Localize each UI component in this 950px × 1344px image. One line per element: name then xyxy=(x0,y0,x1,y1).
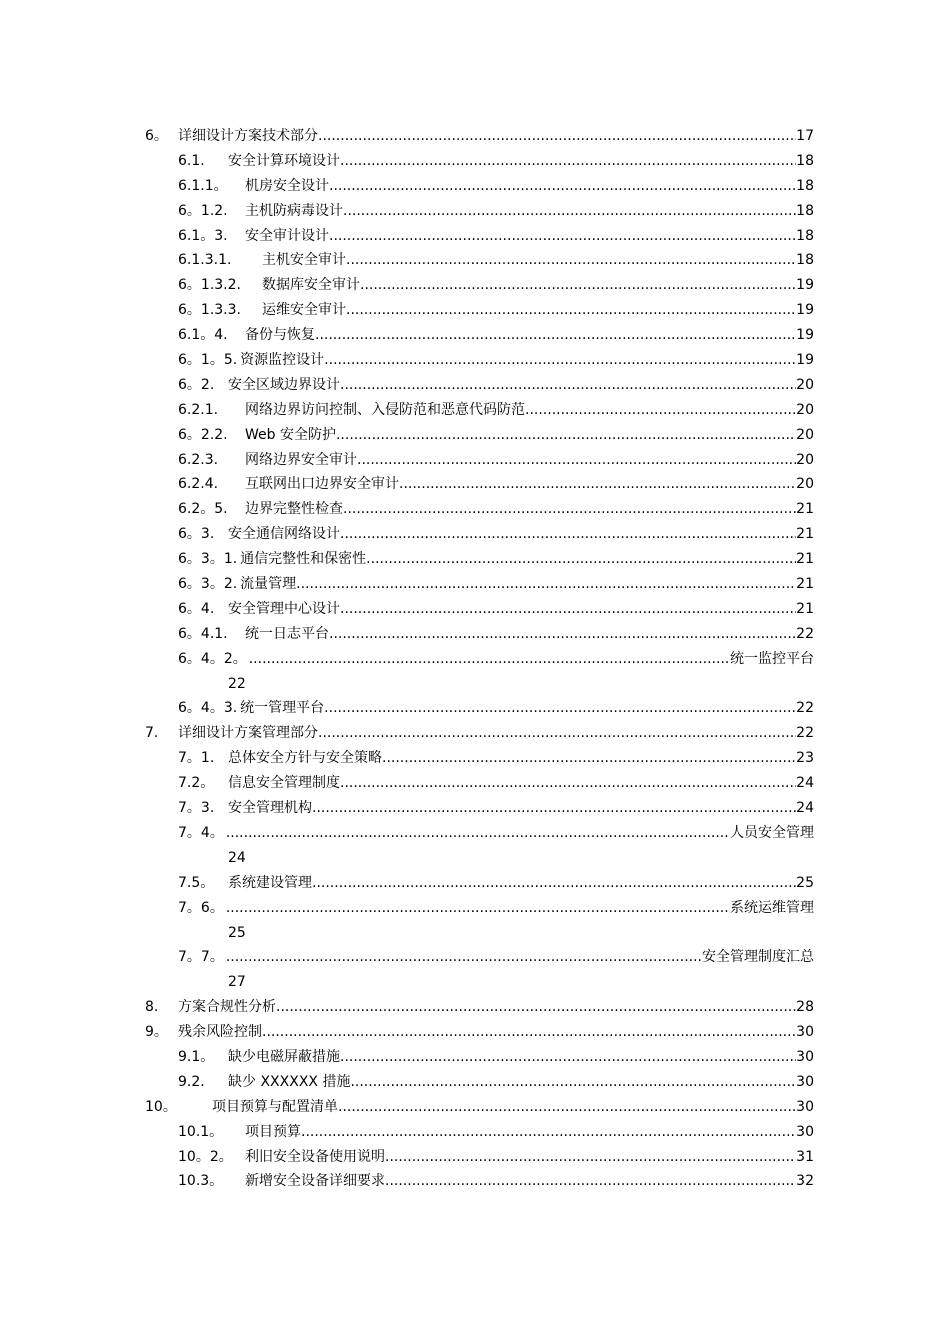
toc-entry-number: 6.2.4. xyxy=(178,476,219,493)
toc-entry[interactable] xyxy=(0,871,950,896)
toc-entry[interactable] xyxy=(0,597,950,622)
toc-entry[interactable] xyxy=(0,273,950,298)
toc-entry-line xyxy=(245,1120,814,1145)
toc-entry-title: Web 安全防护 xyxy=(245,426,336,443)
toc-entry-page: 21 xyxy=(796,551,814,568)
toc-entry-line xyxy=(178,721,814,746)
toc-entry-page: 30 xyxy=(796,1123,814,1140)
toc-entry[interactable] xyxy=(0,1169,950,1194)
toc-entry-page: 23 xyxy=(796,750,814,767)
toc-entry-line xyxy=(245,398,814,423)
toc-leader-dots xyxy=(340,373,796,398)
toc-entry-title: 安全管理机构 xyxy=(228,800,312,817)
toc-entry-page: 21 xyxy=(796,526,814,543)
toc-entry-number: 6.2。5. xyxy=(178,501,228,518)
toc-entry[interactable] xyxy=(0,174,950,199)
toc-leader-dots xyxy=(340,149,796,174)
toc-entry-wrap xyxy=(0,921,950,946)
toc-entry[interactable] xyxy=(0,622,950,647)
toc-entry-line xyxy=(228,597,814,622)
toc-entry-number: 6。1.3.2. xyxy=(178,277,241,294)
toc-entry-title: 缺少电磁屏蔽措施 xyxy=(228,1048,340,1065)
toc-entry-title: 缺少 XXXXXX 措施 xyxy=(228,1073,351,1090)
toc-entry-title: 资源监控设计 xyxy=(240,352,325,369)
toc-leader-dots xyxy=(346,298,796,323)
toc-entry-line xyxy=(245,199,814,224)
toc-entry-number: 6。3。2. xyxy=(178,576,238,593)
toc-entry-line xyxy=(240,572,814,597)
toc-leader-dots xyxy=(338,1095,796,1120)
toc-entry-number: 6.2.3. xyxy=(178,451,219,468)
toc-entry-title: 项目预算 xyxy=(245,1123,301,1140)
toc-entry[interactable] xyxy=(0,1145,950,1170)
toc-entry-line xyxy=(178,995,814,1020)
toc-entry-number: 7.2。 xyxy=(178,775,215,792)
toc-entry[interactable] xyxy=(0,696,950,721)
toc-entry-number: 6.1。4. xyxy=(178,327,228,344)
toc-entry-number: 7. xyxy=(145,725,159,742)
toc-entry-title: 网络边界安全审计 xyxy=(245,451,357,468)
toc-entry-number: 6.1。3. xyxy=(178,227,228,244)
toc-leader-dots xyxy=(324,348,796,373)
toc-entry-wrap xyxy=(0,672,950,697)
toc-leader-dots xyxy=(296,572,796,597)
toc-entry-line xyxy=(245,472,814,497)
toc-entry-line xyxy=(228,796,814,821)
toc-entry-page: 30 xyxy=(796,1048,814,1065)
toc-entry-number: 6。4.1. xyxy=(178,625,228,642)
toc-entry-number: 6。3。1. xyxy=(178,551,238,568)
toc-leader-dots xyxy=(249,647,730,672)
toc-leader-dots xyxy=(318,721,796,746)
toc-entry-title: 互联网出口边界安全审计 xyxy=(245,476,399,493)
toc-entry-title: 详细设计方案管理部分 xyxy=(178,725,318,742)
toc-entry[interactable] xyxy=(0,547,950,572)
toc-entry-title: 主机防病毒设计 xyxy=(245,202,343,219)
toc-leader-dots xyxy=(385,1145,796,1170)
toc-entry-wrap xyxy=(0,846,950,871)
toc-entry-title: 信息安全管理制度 xyxy=(228,775,340,792)
toc-leader-dots xyxy=(399,472,796,497)
toc-entry[interactable] xyxy=(0,1070,950,1095)
toc-leader-dots xyxy=(340,1045,796,1070)
toc-entry-title: 机房安全设计 xyxy=(245,177,329,194)
toc-leader-dots xyxy=(301,1120,796,1145)
toc-entry-page: 30 xyxy=(796,1073,814,1090)
toc-entry[interactable] xyxy=(0,497,950,522)
toc-entry[interactable] xyxy=(0,896,950,921)
toc-leader-dots xyxy=(357,448,796,473)
toc-entry-page: 22 xyxy=(796,725,814,742)
toc-entry-title: 安全区域边界设计 xyxy=(228,376,340,393)
toc-entry-page: 19 xyxy=(796,277,814,294)
toc-entry-number: 7。3. xyxy=(178,800,215,817)
toc-entry-title: 通信完整性和保密性 xyxy=(240,551,367,568)
toc-entry-page: 25 xyxy=(796,874,814,891)
toc-entry-page: 27 xyxy=(228,974,246,991)
toc-entry-line xyxy=(228,871,814,896)
toc-leader-dots xyxy=(329,622,796,647)
toc-entry-line xyxy=(240,547,814,572)
toc-leader-dots xyxy=(329,174,796,199)
toc-entry-title: 安全通信网络设计 xyxy=(228,526,340,543)
toc-entry-title: 统一管理平台 xyxy=(240,700,325,717)
toc-entry[interactable] xyxy=(0,149,950,174)
toc-entry-title: 统一监控平台 xyxy=(730,650,814,667)
toc-entry-page: 24 xyxy=(796,775,814,792)
toc-leader-dots xyxy=(382,746,796,771)
toc-entry-page: 21 xyxy=(796,576,814,593)
toc-entry-title: 项目预算与配置清单 xyxy=(212,1098,338,1115)
toc-entry-line xyxy=(178,124,814,149)
toc-entry[interactable] xyxy=(0,1020,950,1045)
toc-entry[interactable] xyxy=(0,248,950,273)
toc-entry[interactable] xyxy=(0,522,950,547)
toc-entry[interactable] xyxy=(0,348,950,373)
toc-entry-line xyxy=(245,622,814,647)
toc-leader-dots xyxy=(360,273,796,298)
toc-entry-number: 6。4。2。 xyxy=(178,650,247,667)
toc-leader-dots xyxy=(226,896,730,921)
toc-entry-title: 残余风险控制 xyxy=(178,1024,262,1041)
toc-entry-line xyxy=(245,323,814,348)
toc-entry-number: 6。2. xyxy=(178,376,215,393)
toc-entry[interactable] xyxy=(0,472,950,497)
table-of-contents xyxy=(0,124,950,1194)
toc-entry-title: 总体安全方针与安全策略 xyxy=(228,750,382,767)
toc-entry[interactable] xyxy=(0,796,950,821)
toc-entry-line xyxy=(262,273,814,298)
toc-entry[interactable] xyxy=(0,771,950,796)
toc-entry-page: 31 xyxy=(796,1148,814,1165)
toc-entry[interactable] xyxy=(0,1120,950,1145)
toc-entry[interactable] xyxy=(0,995,950,1020)
toc-leader-dots xyxy=(315,323,796,348)
toc-leader-dots xyxy=(525,398,796,423)
toc-leader-dots xyxy=(350,1070,796,1095)
toc-entry-number: 9。 xyxy=(145,1024,168,1041)
toc-entry-title: 利旧安全设备使用说明 xyxy=(245,1148,385,1165)
toc-entry-title: 安全计算环境设计 xyxy=(228,152,340,169)
toc-entry-line xyxy=(228,149,814,174)
toc-leader-dots xyxy=(343,497,796,522)
toc-entry-title: 新增安全设备详细要求 xyxy=(245,1173,385,1190)
toc-leader-dots xyxy=(312,871,796,896)
toc-entry-title: 统一日志平台 xyxy=(245,625,329,642)
toc-entry-number: 6.1.1。 xyxy=(178,177,228,194)
toc-entry-title: 主机安全审计 xyxy=(262,252,346,269)
toc-entry-page: 32 xyxy=(796,1173,814,1190)
toc-entry-line xyxy=(249,647,814,672)
toc-entry[interactable] xyxy=(0,398,950,423)
toc-entry-number: 9.2. xyxy=(178,1073,205,1090)
toc-entry-page: 19 xyxy=(796,327,814,344)
toc-entry-title: 流量管理 xyxy=(240,576,297,593)
toc-entry-page: 18 xyxy=(796,227,814,244)
toc-entry-number: 6.2.1. xyxy=(178,401,219,418)
toc-entry-number: 10。2。 xyxy=(178,1148,233,1165)
toc-entry[interactable] xyxy=(0,746,950,771)
toc-entry-title: 安全管理中心设计 xyxy=(228,600,340,617)
toc-entry-number: 6.1.3.1. xyxy=(178,252,232,269)
toc-entry-title: 安全管理制度汇总 xyxy=(702,949,814,966)
toc-entry-number: 7.5。 xyxy=(178,874,215,891)
toc-entry-title: 详细设计方案技术部分 xyxy=(178,128,318,144)
toc-entry[interactable] xyxy=(0,1045,950,1070)
toc-entry[interactable] xyxy=(0,323,950,348)
toc-entry-line xyxy=(245,1169,814,1194)
toc-entry-title: 备份与恢复 xyxy=(245,327,315,344)
toc-leader-dots xyxy=(312,796,796,821)
toc-entry[interactable] xyxy=(0,945,950,970)
toc-entry-page: 21 xyxy=(796,600,814,617)
toc-entry-line xyxy=(228,746,814,771)
toc-entry-line xyxy=(245,423,814,448)
toc-leader-dots xyxy=(324,696,796,721)
toc-entry-line xyxy=(228,1045,814,1070)
toc-entry-page: 30 xyxy=(796,1098,814,1115)
toc-entry-line xyxy=(262,248,814,273)
toc-entry-page: 17 xyxy=(796,128,814,144)
toc-entry-page: 18 xyxy=(796,252,814,269)
toc-entry-page: 25 xyxy=(228,924,246,941)
toc-entry[interactable] xyxy=(0,423,950,448)
toc-leader-dots xyxy=(346,248,796,273)
toc-entry-page: 18 xyxy=(796,152,814,169)
toc-entry-title: 边界完整性检查 xyxy=(245,501,343,518)
toc-entry-line xyxy=(245,1145,814,1170)
toc-entry[interactable] xyxy=(0,199,950,224)
toc-entry-wrap xyxy=(0,970,950,995)
toc-entry-number: 10。 xyxy=(145,1098,177,1115)
toc-entry-page: 20 xyxy=(796,426,814,443)
toc-entry-number: 6。 xyxy=(145,128,168,144)
toc-entry-number: 6.1. xyxy=(178,152,205,169)
toc-entry-line xyxy=(226,945,814,970)
toc-entry-number: 6。3. xyxy=(178,526,215,543)
toc-entry[interactable] xyxy=(0,298,950,323)
toc-leader-dots xyxy=(276,995,796,1020)
toc-entry[interactable] xyxy=(0,721,950,746)
toc-entry-number: 6。4。3. xyxy=(178,700,238,717)
toc-leader-dots xyxy=(366,547,796,572)
toc-entry-line xyxy=(228,522,814,547)
toc-entry-line xyxy=(262,298,814,323)
toc-entry-number: 10.3。 xyxy=(178,1173,224,1190)
toc-entry-line xyxy=(178,1020,814,1045)
toc-entry[interactable] xyxy=(0,1095,950,1120)
toc-entry-line xyxy=(228,771,814,796)
toc-entry-line xyxy=(226,896,814,921)
toc-entry-line xyxy=(245,224,814,249)
toc-entry-page: 20 xyxy=(796,376,814,393)
toc-entry-title: 方案合规性分析 xyxy=(178,999,276,1016)
toc-leader-dots xyxy=(226,821,730,846)
toc-entry-number: 9.1。 xyxy=(178,1048,215,1065)
toc-entry-title: 安全审计设计 xyxy=(245,227,329,244)
toc-leader-dots xyxy=(340,771,796,796)
toc-entry-number: 6。1.3.3. xyxy=(178,302,241,319)
toc-entry-page: 22 xyxy=(796,625,814,642)
toc-entry-line xyxy=(245,174,814,199)
toc-entry-page: 24 xyxy=(796,800,814,817)
toc-entry[interactable] xyxy=(0,821,950,846)
toc-entry-line xyxy=(228,1070,814,1095)
toc-entry-number: 6。1。5. xyxy=(178,352,238,369)
toc-entry-number: 6。2.2. xyxy=(178,426,228,443)
toc-entry[interactable] xyxy=(0,448,950,473)
toc-leader-dots xyxy=(385,1169,796,1194)
toc-entry-title: 人员安全管理 xyxy=(730,824,814,841)
toc-entry-number: 8. xyxy=(145,999,159,1016)
toc-entry-line xyxy=(212,1095,814,1120)
toc-entry-number: 6。4. xyxy=(178,600,215,617)
toc-entry-page: 19 xyxy=(796,302,814,319)
toc-entry-page: 20 xyxy=(796,451,814,468)
toc-entry-number: 7。1. xyxy=(178,750,215,767)
toc-entry-number: 7。4。 xyxy=(178,824,224,841)
toc-entry-page: 22 xyxy=(228,675,246,692)
toc-leader-dots xyxy=(329,224,796,249)
toc-entry-title: 运维安全审计 xyxy=(262,302,346,319)
toc-entry-page: 18 xyxy=(796,202,814,219)
toc-entry-line xyxy=(228,373,814,398)
toc-entry-number: 7。7。 xyxy=(178,949,224,966)
toc-entry[interactable] xyxy=(0,224,950,249)
toc-entry[interactable] xyxy=(0,373,950,398)
toc-entry-page: 22 xyxy=(796,700,814,717)
toc-entry-title: 系统建设管理 xyxy=(228,874,312,891)
toc-leader-dots xyxy=(340,522,796,547)
toc-entry[interactable] xyxy=(0,572,950,597)
toc-entry[interactable] xyxy=(0,647,950,672)
toc-leader-dots xyxy=(226,945,702,970)
toc-entry-number: 6。1.2. xyxy=(178,202,228,219)
toc-entry-page: 30 xyxy=(796,1024,814,1041)
toc-entry-page: 24 xyxy=(228,849,246,866)
toc-leader-dots xyxy=(262,1020,796,1045)
toc-entry-number: 7。6。 xyxy=(178,899,224,916)
toc-entry-page: 19 xyxy=(796,352,814,369)
toc-entry-line xyxy=(245,448,814,473)
toc-entry-number: 10.1。 xyxy=(178,1123,224,1140)
toc-leader-dots xyxy=(336,423,796,448)
toc-entry-line xyxy=(226,821,814,846)
toc-entry-page: 28 xyxy=(796,999,814,1016)
toc-entry-title: 数据库安全审计 xyxy=(262,277,360,294)
toc-leader-dots xyxy=(340,597,796,622)
toc-entry-line xyxy=(245,497,814,522)
toc-entry-page: 18 xyxy=(796,177,814,194)
toc-entry-line xyxy=(240,696,814,721)
toc-entry-page: 21 xyxy=(796,501,814,518)
toc-entry-title: 网络边界访问控制、入侵防范和恶意代码防范 xyxy=(245,401,525,418)
toc-entry-page: 20 xyxy=(796,401,814,418)
toc-leader-dots xyxy=(318,124,796,149)
toc-leader-dots xyxy=(343,199,796,224)
toc-entry-line xyxy=(240,348,814,373)
toc-entry-page: 20 xyxy=(796,476,814,493)
toc-entry-title: 系统运维管理 xyxy=(730,899,814,916)
toc-entry[interactable] xyxy=(0,124,950,149)
